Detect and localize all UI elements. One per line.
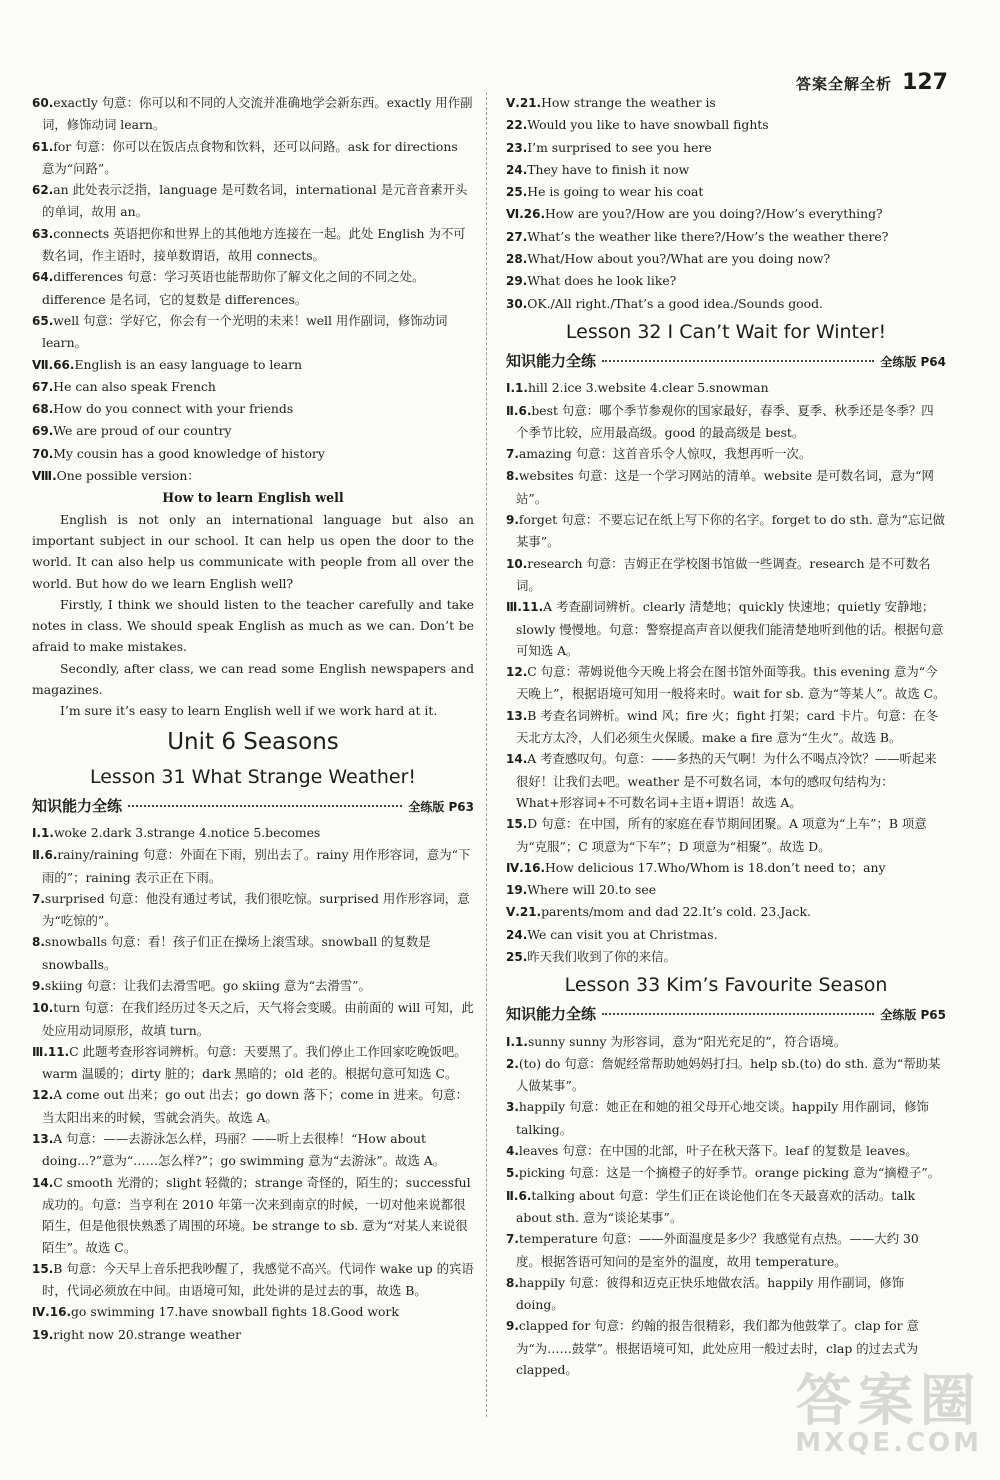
right-column <box>506 92 946 1380</box>
watermark-line1: 答案圈 <box>795 1369 982 1434</box>
answer-item <box>32 136 474 180</box>
answer-item <box>32 376 474 398</box>
essay-paragraph: I’m sure it’s easy to learn English well if we work hard at it. <box>60 703 438 719</box>
answer-text: C smooth 光滑的；slight 轻微的；strange 奇怪的，陌生的；successful 成功的。句意：当亨利在 2010 年第一次来到南京的时候，一切对他来说都很陌生，但是他很快熟悉了周围的环境。be strange to sb. 意为“对某人来说很陌生”。故选 C。 <box>42 1174 471 1255</box>
answer-item <box>506 1272 946 1316</box>
answer-number: Ⅴ.21. <box>506 96 542 110</box>
answer-text: differences 句意：学习英语也能帮助你了解文化之间的不同之处。difference 是名词，它的复数是 differences。 <box>42 269 425 307</box>
answer-number: 8. <box>506 469 519 484</box>
answer-text: best 句意：哪个季节参观你的国家最好，春季、夏季、秋季还是冬季？四个季节比较，应用最高级。good 的最高级是 best。 <box>516 402 934 440</box>
answer-number: 8. <box>32 935 45 950</box>
answer-number: 60. <box>32 96 54 110</box>
answer-item <box>506 553 946 597</box>
answer-item <box>32 1041 474 1085</box>
answer-item <box>506 705 946 749</box>
answer-text: B 句意：今天早上音乐把我吵醒了，我感觉不高兴。代词作 wake up 的宾语时，代词必须放在中间。由语境可知，此处讲的是过去的事，故选 B。 <box>42 1260 474 1299</box>
answer-item <box>32 844 474 888</box>
answer-text: go swimming 17.have snowball fights 18.Good work <box>71 1304 399 1320</box>
answer-item <box>32 398 474 420</box>
watermark-line2: MXQE.COM <box>795 1428 982 1458</box>
section-page-ref: 全练版 P64 <box>880 354 946 369</box>
answer-text: happily 句意：彼得和迈克正快乐地做农活。happily 用作副词，修饰 doing。 <box>516 1274 905 1313</box>
answer-number: 62. <box>32 183 54 198</box>
answer-item <box>32 1301 474 1323</box>
answer-item <box>32 1172 474 1258</box>
answer-number: 24. <box>506 927 528 942</box>
answer-item <box>506 661 946 705</box>
answer-number: 4. <box>506 1144 519 1159</box>
answer-item <box>506 114 946 136</box>
answer-number: 12. <box>506 665 528 680</box>
left-column <box>32 92 474 1346</box>
lesson-33-answers <box>506 1031 946 1381</box>
answer-number: 19. <box>506 883 528 898</box>
answer-text: an 此处表示泛指，language 是可数名词，international 是元音音素开头的单词，故用 an。 <box>42 182 468 220</box>
answer-text: clapped for 句意：约翰的报告很精彩，我们都为他鼓掌了。clap for 意为“为……鼓掌”。根据语境可知，此处应用一般过去时，clap 的过去式为 clapped。 <box>516 1318 919 1378</box>
answer-item <box>32 465 474 487</box>
answer-text: A come out 出来；go out 出去；go down 落下；come in 进来。句意：当太阳出来的时候，雪就会消失。故选 A。 <box>42 1087 469 1125</box>
answer-item <box>32 1258 474 1302</box>
watermark-logo <box>795 1369 982 1458</box>
answer-number: 7. <box>506 1232 519 1247</box>
answer-item <box>506 924 946 946</box>
answer-number: 61. <box>32 139 54 154</box>
answer-number: 25. <box>506 185 528 200</box>
answer-number: 14. <box>32 1175 54 1190</box>
answer-text: well 句意：学好它，你会有一个光明的未来！well 用作副词，修饰动词 learn。 <box>42 312 448 351</box>
answer-text: turn 句意：在我们经历过冬天之后，天气将会变暖。由前面的 will 可知，此处应用动词原形，故填 turn。 <box>42 1000 474 1038</box>
answer-item <box>32 1084 474 1128</box>
answer-text: happily 句意：她正在和她的祖父母开心地交谈。happily 用作副词，修饰 talking。 <box>516 1099 929 1137</box>
answer-item <box>506 1162 946 1184</box>
answer-number: 2. <box>506 1056 519 1071</box>
answer-item <box>506 1096 946 1140</box>
answer-number: Ⅰ.1. <box>506 381 528 396</box>
answer-item <box>32 975 474 997</box>
answer-item <box>506 293 946 315</box>
answer-number: 69. <box>32 424 54 439</box>
answer-number: 9. <box>32 978 45 993</box>
answer-text: A 考查感叹句。句意：——多热的天气啊！为什么不喝点冷饮？——听起来很好！让我们去吧。weather 是不可数名词，本句的感叹句结构为：What+形容词+不可数名词+主语+谓语！故选 A。 <box>516 751 937 810</box>
answer-item <box>32 822 474 844</box>
answer-text: D 句意：在中国，所有的家庭在春节期间团聚。A 项意为“上车”；B 项意为“克服”；C 项意为“下车”；D 项意为“相聚”。故选 D。 <box>516 816 927 854</box>
answer-item <box>32 1324 474 1346</box>
answer-item <box>32 354 474 376</box>
answer-item <box>506 465 946 509</box>
answer-item <box>506 181 946 203</box>
answer-text: picking 句意：这是一个摘橙子的好季节。orange picking 意为“摘橙子”。 <box>518 1165 941 1181</box>
answer-item <box>506 946 946 968</box>
answer-number: Ⅱ.6. <box>506 1188 532 1203</box>
answer-text: We are proud of our country <box>53 423 232 439</box>
answer-text: He can also speak French <box>53 378 216 394</box>
answer-text: What/How about you?/What are you doing now? <box>527 251 831 267</box>
unit-title: Unit 6 Seasons <box>167 728 339 755</box>
answer-number: 7. <box>506 447 519 462</box>
answer-item <box>506 1031 946 1053</box>
answer-number: 9. <box>506 1319 519 1334</box>
section-header-lesson31 <box>32 796 474 818</box>
essay-paragraph: Secondly, after class, we can read some English newspapers and magazines. <box>32 660 474 698</box>
answer-text: 昨天我们收到了你的来信。 <box>527 948 676 964</box>
answer-number: 13. <box>32 1132 54 1147</box>
answer-text: C 此题考查形容词辨析。句意：天要黑了。我们停止工作回家吃晚饭吧。warm 温暖的；dirty 脏的；dark 黑暗的；old 老的。根据句意可知选 C。 <box>42 1043 467 1082</box>
answer-text: English is an easy language to learn <box>74 356 302 372</box>
answer-item <box>506 400 946 444</box>
answer-number: 29. <box>506 274 528 289</box>
answer-item <box>32 888 474 932</box>
answer-item <box>32 997 474 1041</box>
answer-text: I’m surprised to see you here <box>527 139 712 155</box>
lesson-31-answers <box>32 822 474 1346</box>
answer-text: snowballs 句意：看！孩子们正在操场上滚雪球。snowball 的复数是 snowballs。 <box>42 934 431 972</box>
answer-text: What’s the weather like there?/How’s the weather there? <box>527 228 889 244</box>
answer-number: Ⅶ.66. <box>32 357 75 372</box>
answer-number: Ⅳ.16. <box>32 1305 71 1320</box>
lesson-31-title: Lesson 31 What Strange Weather! <box>89 765 417 788</box>
lesson-33-title: Lesson 33 Kim’s Favourite Season <box>564 974 888 997</box>
answer-text: connects 英语把你和世界上的其他地方连接在一起。此处 English 为不可数名词，作主语时，接单数谓语，故用 connects。 <box>42 225 466 264</box>
answer-text: leaves 句意：在中国的北部，叶子在秋天落下。leaf 的复数是 leaves。 <box>518 1143 918 1159</box>
left-answers-top <box>32 92 474 487</box>
answer-text: websites 句意：这是一个学习网站的清单。website 是可数名词，意为“网站”。 <box>516 468 934 506</box>
answer-item <box>506 377 946 399</box>
answer-number: 68. <box>32 402 54 417</box>
answer-text: One possible version： <box>56 468 200 484</box>
answer-item <box>32 420 474 442</box>
answer-number: Ⅲ.11. <box>506 600 544 615</box>
section-page-ref: 全练版 P63 <box>408 799 474 814</box>
answer-text: How delicious 17.Who/Whom is 18.don’t need to；any <box>545 859 886 875</box>
answer-text: skiing 句意：让我们去滑雪吧。go skiing 意为“去滑雪”。 <box>44 977 371 993</box>
answer-item <box>32 179 474 223</box>
answer-text: My cousin has a good knowledge of history <box>53 445 325 461</box>
answer-text: right now 20.strange weather <box>53 1326 242 1342</box>
answer-item <box>506 248 946 270</box>
essay-title: How to learn English well <box>162 490 344 506</box>
answer-text: OK./All right./That’s a good idea./Sounds good. <box>527 295 823 311</box>
answer-number: 3. <box>506 1100 519 1115</box>
answer-item <box>506 92 946 114</box>
answer-number: Ⅱ.6. <box>32 848 58 863</box>
answer-number: 30. <box>506 296 528 311</box>
answer-text: A 考查副词辨析。clearly 清楚地；quickly 快速地；quietly 安静地；slowly 慢慢地。句意：警察提高声音以便我们能清楚地听到他的话。根据句意可知选 A。 <box>516 599 944 658</box>
answer-item <box>32 1128 474 1172</box>
answer-text: exactly 句意：你可以和不同的人交流并准确地学会新东西。exactly 用作副词，修饰动词 learn。 <box>42 95 473 133</box>
answer-number: 70. <box>32 446 54 461</box>
answer-item <box>506 137 946 159</box>
answer-item <box>506 1185 946 1229</box>
answer-number: 25. <box>506 949 528 964</box>
answer-number: 67. <box>32 379 54 394</box>
answer-text: How do you connect with your friends <box>53 401 294 417</box>
answer-item <box>506 1140 946 1162</box>
answer-item <box>506 509 946 553</box>
answer-text: forget 句意：不要忘记在纸上写下你的名字。forget to do sth. 意为“忘记做某事”。 <box>516 512 946 550</box>
answer-number: 65. <box>32 313 54 328</box>
answer-text: What does he look like? <box>527 273 677 289</box>
answer-number: 13. <box>506 708 528 723</box>
answer-item <box>506 879 946 901</box>
answer-number: 5. <box>506 1166 519 1181</box>
answer-number: Ⅷ. <box>32 469 57 484</box>
essay-paragraph: English is not only an international language but also an important subject in our school. It can help us open the door to the world. It can also help us communicate with people from all over the world. But how do we learn English well? <box>32 511 474 591</box>
answer-text: amazing 句意：这首音乐令人惊叹，我想再听一次。 <box>518 446 812 462</box>
answer-number: 64. <box>32 270 54 285</box>
answer-text: C 句意：蒂姆说他今天晚上将会在图书馆外面等我。this evening 意为“今天晚上”，根据语境可知用一般将来时。wait for sb. 意为“等某人”。故选 C。 <box>516 664 946 702</box>
answer-number: 10. <box>506 556 528 571</box>
answer-text: A 句意：——去游泳怎么样，玛丽？——听上去很棒！“How about doing...?”意为“……怎么样?”；go swimming 意为“去游泳”。故选 A。 <box>42 1131 446 1169</box>
answer-number: Ⅰ.1. <box>32 825 54 840</box>
answer-text: talking about 句意：学生们正在谈论他们在冬天最喜欢的活动。talk about sth. 意为“谈论某事”。 <box>516 1187 916 1225</box>
answer-text: Would you like to have snowball fights <box>527 117 769 133</box>
page-number: 127 <box>902 70 948 95</box>
answer-item <box>506 270 946 292</box>
column-divider <box>486 92 487 1417</box>
answer-number: 22. <box>506 118 528 133</box>
dotted-leader <box>602 1013 874 1015</box>
answer-number: 24. <box>506 162 528 177</box>
right-answers-top <box>506 92 946 315</box>
answer-item <box>32 443 474 465</box>
answer-item <box>506 1053 946 1097</box>
answer-text: temperature 句意：——外面温度是多少？我感觉有点热。——大约 30 度。根据答语可知问的是室外的温度，故用 temperature。 <box>516 1231 919 1269</box>
answer-number: 27. <box>506 229 528 244</box>
answer-text: research 句意：吉姆正在学校图书馆做一些调查。research 是不可数名词。 <box>516 555 931 593</box>
answer-text: sunny sunny 为形容词，意为“阳光充足的”，符合语境。 <box>527 1033 847 1049</box>
answer-number: 14. <box>506 752 528 767</box>
section-header-lesson32 <box>506 351 946 373</box>
section-page-ref: 全练版 P65 <box>880 1008 946 1023</box>
answer-text: rainy/raining 句意：外面在下雨，别出去了。rainy 用作形容词，意为“下雨的”；raining 表示正在下雨。 <box>42 847 471 885</box>
answer-text: for 句意：你可以在饭店点食物和饮料，还可以问路。ask for directions 意为“问路”。 <box>42 138 458 176</box>
answer-text: They have to finish it now <box>527 161 690 177</box>
answer-number: Ⅲ.11. <box>32 1044 70 1059</box>
answer-item <box>506 443 946 465</box>
answer-number: 15. <box>32 1261 54 1276</box>
answer-text: We can visit you at Christmas. <box>527 926 718 942</box>
answer-text: Where will 20.to see <box>527 882 657 898</box>
section-header-lesson33 <box>506 1004 946 1026</box>
essay-paragraph: Firstly, I think we should listen to the teacher carefully and take notes in class. We should speak English as much as we can. Don’t be afraid to make mistakes. <box>32 596 474 655</box>
lesson-32-title: Lesson 32 I Can’t Wait for Winter! <box>565 320 887 343</box>
answer-text: woke 2.dark 3.strange 4.notice 5.becomes <box>53 824 321 840</box>
answer-item <box>506 901 946 923</box>
answer-number: 8. <box>506 1275 519 1290</box>
answer-number: Ⅵ.26. <box>506 207 546 222</box>
answer-number: 12. <box>32 1088 54 1103</box>
dotted-leader <box>602 360 874 362</box>
answer-item <box>506 857 946 879</box>
answer-number: Ⅰ.1. <box>506 1034 528 1049</box>
answer-number: 9. <box>506 513 519 528</box>
section-label: 知识能力全练 <box>32 796 123 815</box>
essay-body <box>32 509 474 722</box>
answer-item <box>506 203 946 225</box>
answer-item <box>32 223 474 267</box>
answer-item <box>506 748 946 813</box>
answer-number: 63. <box>32 226 54 241</box>
answer-text: B 考查名词辨析。wind 风；fire 火；fight 打架；card 卡片。句意：在冬天北方太冷，人们必须生火保暖。make a fire 意为“生火”。故选 B。 <box>516 707 938 746</box>
answer-number: 19. <box>32 1327 54 1342</box>
answer-item <box>32 266 474 310</box>
answer-text: parents/mom and dad 22.It’s cold. 23.Jack. <box>541 904 811 920</box>
answer-number: Ⅱ.6. <box>506 403 532 418</box>
lesson-32-answers <box>506 377 946 968</box>
answer-number: 23. <box>506 140 528 155</box>
answer-text: (to) do 句意：詹妮经常帮助她妈妈打扫。help sb.(to) do sth. 意为“帮助某人做某事”。 <box>516 1055 941 1094</box>
answer-text: He is going to wear his coat <box>527 184 704 200</box>
answer-text: surprised 句意：他没有通过考试，我们很吃惊。surprised 用作形容词，意为“吃惊的”。 <box>42 890 470 929</box>
answer-number: 10. <box>32 1001 54 1016</box>
answer-item <box>506 159 946 181</box>
answer-item <box>32 310 474 354</box>
answer-text: How are you?/How are you doing?/How’s everything? <box>545 206 883 222</box>
answer-number: Ⅴ.21. <box>506 905 542 920</box>
answer-item <box>506 596 946 661</box>
answer-text: hill 2.ice 3.website 4.clear 5.snowman <box>527 380 769 396</box>
section-label: 知识能力全练 <box>506 351 597 370</box>
answer-item <box>506 1228 946 1272</box>
header-title: 答案全解全析 <box>796 75 893 93</box>
answer-item <box>506 813 946 857</box>
answer-text: How strange the weather is <box>541 95 716 110</box>
answer-number: Ⅳ.16. <box>506 860 545 875</box>
answer-item <box>32 92 474 136</box>
answer-number: 7. <box>32 891 45 906</box>
answer-item <box>32 931 474 975</box>
answer-number: 15. <box>506 817 528 832</box>
answer-item <box>506 226 946 248</box>
section-label: 知识能力全练 <box>506 1005 597 1024</box>
dotted-leader <box>128 805 402 807</box>
answer-number: 28. <box>506 252 528 267</box>
